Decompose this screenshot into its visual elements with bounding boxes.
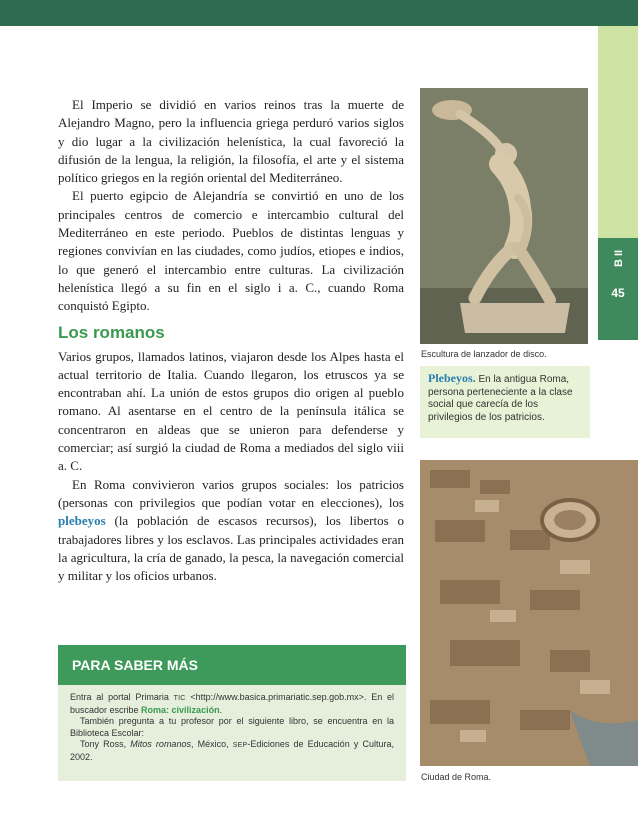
para-saber-line: También pregunta a tu profesor por el siguiente libro, se encuentra en la Biblioteca Escolar: [70,716,394,738]
para-saber-line [70,692,394,716]
para-saber-text: <http://www.basica.primariatic.sep.gob.mx>. En el buscador escribe [70,692,394,715]
city-caption: Ciudad de Roma. [421,772,492,782]
paragraph-grupos-sociales [58,476,404,586]
search-term-link[interactable]: Roma: civilización [141,704,220,715]
paragraph-text: En Roma convivieron varios grupos sociales: los patricios (personas con privilegios que podían votar en elecciones), los [58,476,404,510]
glossary-box [420,366,590,438]
glossary-definition: En la antigua Roma, persona perteneciente a la clase social que carecía de los privilegios de los patricios. [428,374,573,423]
paragraph-latinos: Varios grupos, llamados latinos, viajaron desde los Alpes hasta el actual territorio de Italia. Cuando llegaron, los etruscos ya se encontraban ahí. La unión de estos grupos dio origen al pueblo romano. Al asentarse en el centro de la península itálica se concentraron en aldeas que se unieron para defenderse y comerciar; así surgió la ciudad de Roma a mediados del siglo viii a. C. [58,348,404,474]
main-text-column [58,96,404,585]
glossary-term: Plebeyos. [428,371,476,385]
book-title: Mitos romanos [130,739,191,750]
para-saber-line [70,739,394,763]
paragraph-alejandria: El puerto egipcio de Alejandría se convirtió en uno de los principales centros de comercio e intercambio cultural del Mediterráneo en este periodo. Pueblos de distintas lenguas y regiones convivían en las ciudades, como judíos, etiopes e indios, lo que generó el intercambio entre culturas. La civilización helenística llegó a su fin en el siglo i a. C., cuando Roma conquistó Egipto. [58,188,404,314]
sep-acronym: SEP [232,742,248,750]
rome-model-photo [420,460,638,766]
glossary-term-plebeyos: plebeyos [58,513,106,529]
page-number: 45 [611,286,625,300]
statue-illustration [420,88,588,344]
para-saber-text: -Ediciones de Educación y Cultura, 2002. [70,739,394,762]
paragraph-text: (la población de escasos recursos), los libertos o trabajadores libres y los esclavos. Las principales actividades eran la agricultura, la cría de ganado, la pesca, la navegación comercial y militar y los oficios urbanos. [58,513,404,584]
statue-caption: Escultura de lanzador de disco. [421,349,547,359]
para-saber-text: Entra al portal Primaria [70,692,174,702]
discus-thrower-photo [420,88,588,344]
book-author: Tony Ross, [80,739,131,750]
tic-acronym: TIC [173,695,186,702]
section-title: Los romanos [58,322,165,342]
top-banner [0,0,638,26]
para-saber-text: , México, [190,739,233,750]
para-saber-text: . [219,704,223,715]
city-illustration [420,460,638,766]
block-label: B II [613,249,625,267]
para-saber-mas-body [58,685,406,781]
para-saber-mas-title: PARA SABER MÁS [58,645,406,685]
paragraph-helenistic: El Imperio se dividió en varios reinos tras la muerte de Alejandro Magno, pero la influencia griega perduró varios siglos y dio lugar a la civilización helenística, la cual favoreció la difusión de la lengua, la religión, la filosofía, el arte y el sistema político griegos en la región oriental del Mediterráneo. [58,97,404,186]
